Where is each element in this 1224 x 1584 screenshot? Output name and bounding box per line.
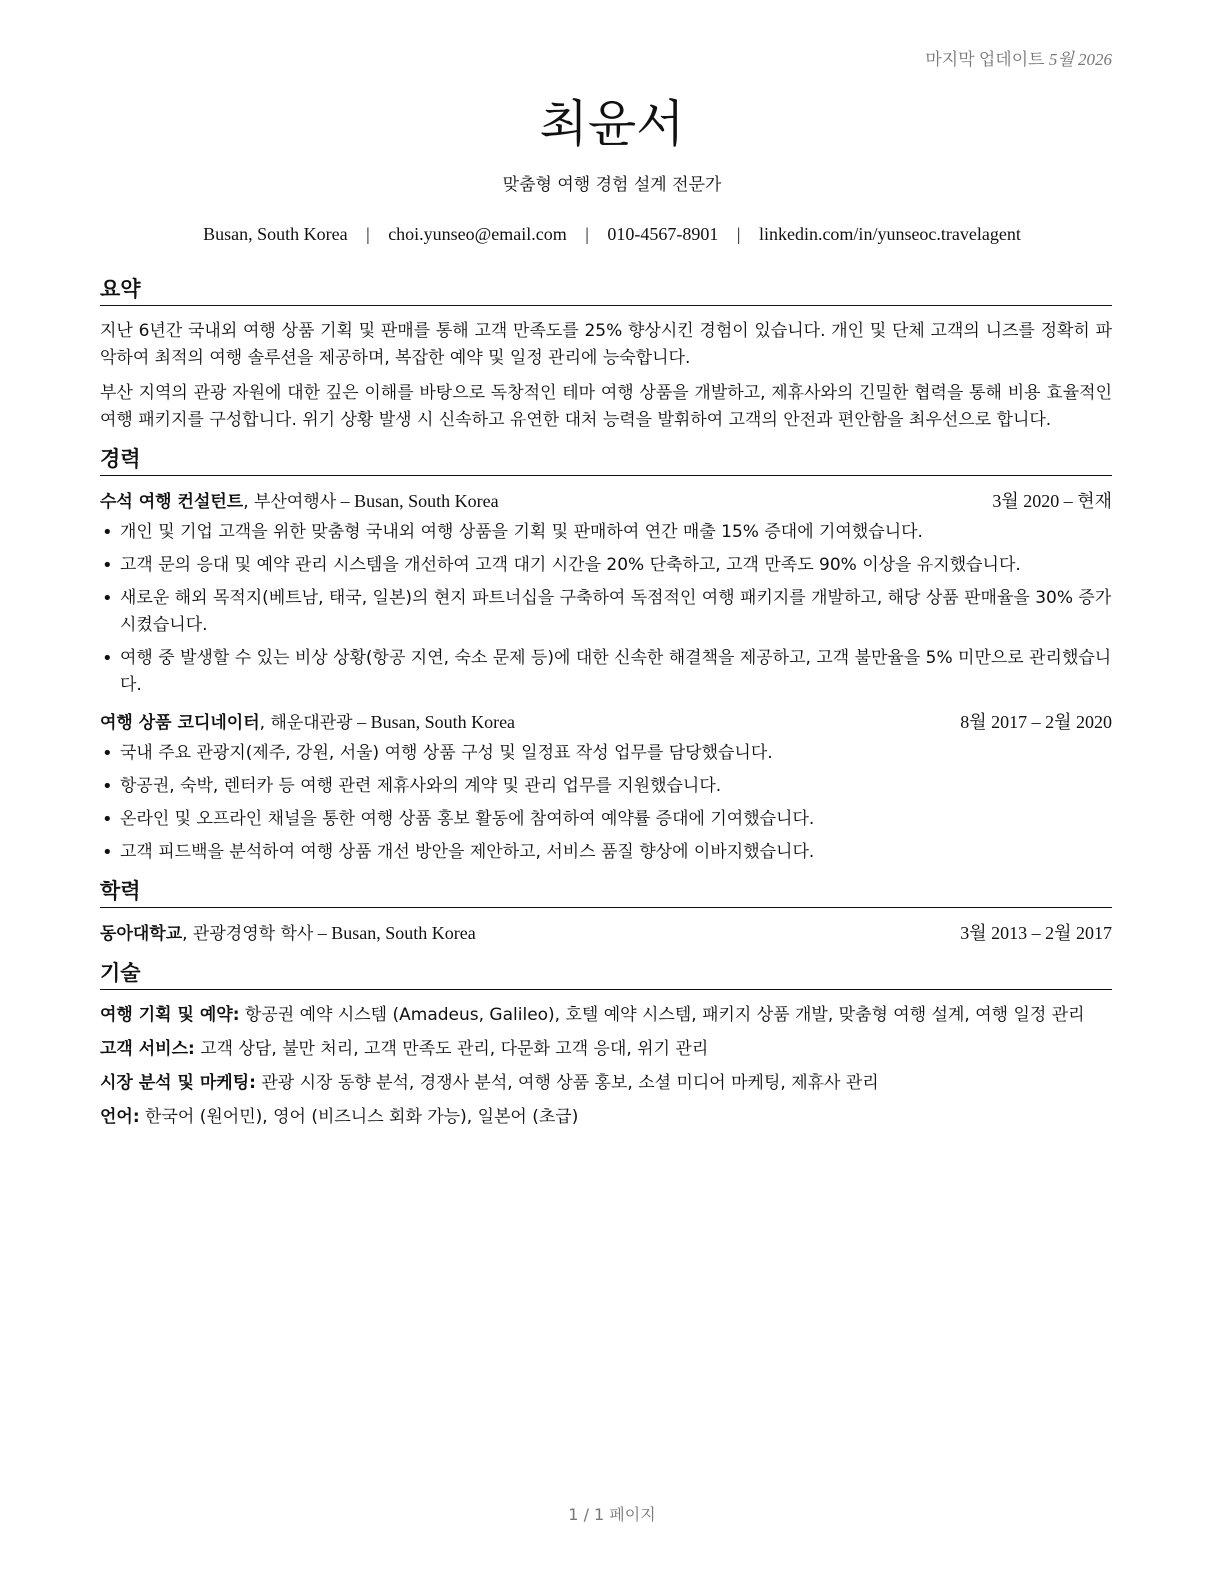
job-company: , 해운대관광 [259, 713, 353, 733]
job-title-line [100, 709, 515, 737]
job-bullet: • 고객 문의 응대 및 예약 관리 시스템을 개선하여 고객 대기 시간을 20% 단축하고, 고객 만족도 90% 이상을 유지했습니다. [100, 552, 1112, 579]
contact-email[interactable]: choi.yunseo@email.com [388, 224, 567, 244]
job-entry [100, 709, 1112, 866]
section-title-skills: 기술 [100, 958, 1112, 990]
job-location: – Busan, South Korea [352, 712, 516, 732]
job-bullet: • 고객 피드백을 분석하여 여행 상품 개선 방안을 제안하고, 서비스 품질 향상에 이바지했습니다. [100, 839, 1112, 866]
contact-separator: | [585, 224, 589, 244]
job-bullet: • 새로운 해외 목적지(베트남, 태국, 일본)의 현지 파트너십을 구축하여 독점적인 여행 패키지를 개발하고, 해당 상품 판매율을 30% 증가시켰습니다. [100, 585, 1112, 639]
resume-body [100, 274, 1112, 1141]
job-bullet: • 항공권, 숙박, 렌터카 등 여행 관련 제휴사와의 계약 및 관리 업무를 지원했습니다. [100, 773, 1112, 800]
contact-linkedin[interactable]: linkedin.com/in/yunseoc.travelagent [758, 224, 1021, 244]
contact-phone: 010-4567-8901 [607, 224, 719, 244]
contact-line [0, 224, 1224, 245]
education-section [100, 876, 1112, 948]
skill-label: 시장 분석 및 마케팅: [100, 1073, 256, 1093]
section-title-experience: 경력 [100, 444, 1112, 476]
candidate-name: 최윤서 [539, 95, 685, 153]
skills-section [100, 958, 1112, 1131]
skill-value: 한국어 (원어민), 영어 (비즈니스 회화 가능), 일본어 (초급) [139, 1107, 579, 1127]
summary-section [100, 274, 1112, 434]
section-title-summary: 요약 [100, 274, 1112, 306]
job-bullets [100, 740, 1112, 866]
education-school: 동아대학교 [100, 924, 183, 944]
job-dates: 3월 2020 – 현재 [992, 491, 1112, 511]
page-indicator: 1 / 1 페이지 [568, 1505, 656, 1524]
job-role: 여행 상품 코디네이터 [100, 713, 260, 733]
skill-label: 여행 기획 및 예약: [100, 1005, 240, 1025]
skill-row [100, 1036, 1112, 1063]
education-entry [100, 920, 1112, 948]
last-updated [925, 45, 1112, 70]
job-location: – Busan, South Korea [336, 491, 499, 511]
job-header [100, 709, 1112, 737]
job-bullet: • 개인 및 기업 고객을 위한 맞춤형 국내외 여행 상품을 기획 및 판매하여 연간 매출 15% 증대에 기여했습니다. [100, 519, 1112, 546]
skill-value: 고객 상담, 불만 처리, 고객 만족도 관리, 다문화 고객 응대, 위기 관리 [194, 1039, 709, 1059]
job-bullets [100, 519, 1112, 699]
contact-separator: | [736, 224, 741, 244]
last-updated-prefix: 마지막 업데이트 [925, 50, 1045, 69]
skill-label: 고객 서비스: [100, 1039, 195, 1059]
job-header [100, 488, 1112, 516]
summary-paragraph: 부산 지역의 관광 자원에 대한 깊은 이해를 바탕으로 독창적인 테마 여행 상품을 개발하고, 제휴사와의 긴밀한 협력을 통해 비용 효율적인 여행 패키지를 구성합니다. 위기 상황 발생 시 신속하고 유연한 대처 능력을 발휘하여 고객의 안전과 편안함을 최우선으로 합니다. [100, 383, 1112, 430]
last-updated-year: 2026 [1078, 50, 1112, 69]
education-location: – Busan, South Korea [313, 923, 476, 943]
skill-row [100, 1070, 1112, 1097]
section-title-education: 학력 [100, 876, 1112, 908]
last-updated-month: 5월 [1048, 50, 1074, 69]
skill-value: 관광 시장 동향 분석, 경쟁사 분석, 여행 상품 홍보, 소셜 미디어 마케팅, 제휴사 관리 [255, 1073, 879, 1093]
job-bullet: • 온라인 및 오프라인 채널을 통한 여행 상품 홍보 활동에 참여하여 예약률 증대에 기여했습니다. [100, 806, 1112, 833]
job-role: 수석 여행 컨설턴트 [100, 492, 244, 512]
job-entry [100, 488, 1112, 699]
skill-row [100, 1104, 1112, 1131]
skill-row [100, 1002, 1112, 1029]
job-company: , 부산여행사 [243, 492, 337, 512]
education-degree: , 관광경영학 학사 [182, 924, 314, 944]
job-bullet: • 국내 주요 관광지(제주, 강원, 서울) 여행 상품 구성 및 일정표 작성 업무를 담당했습니다. [100, 740, 1112, 767]
education-dates: 3월 2013 – 2월 2017 [960, 923, 1112, 943]
job-dates: 8월 2017 – 2월 2020 [960, 712, 1112, 732]
contact-separator: | [366, 224, 370, 244]
skill-label: 언어: [100, 1107, 140, 1127]
candidate-headline: 맞춤형 여행 경험 설계 전문가 [502, 175, 722, 195]
contact-location: Busan, South Korea [203, 224, 348, 244]
job-title-line [100, 488, 499, 516]
summary-paragraph: 지난 6년간 국내외 여행 상품 기획 및 판매를 통해 고객 만족도를 25% 향상시킨 경험이 있습니다. 개인 및 단체 고객의 니즈를 정확히 파악하여 최적의 여행 솔루션을 제공하며, 복잡한 예약 및 일정 관리에 능숙합니다. [100, 321, 1112, 368]
skill-value: 항공권 예약 시스템 (Amadeus, Galileo), 호텔 예약 시스템, 패키지 상품 개발, 맞춤형 여행 설계, 여행 일정 관리 [239, 1005, 1085, 1025]
experience-section [100, 444, 1112, 866]
education-title-line [100, 920, 476, 948]
job-bullet: • 여행 중 발생할 수 있는 비상 상황(항공 지연, 숙소 문제 등)에 대한 신속한 해결책을 제공하고, 고객 불만율을 5% 미만으로 관리했습니다. [100, 645, 1112, 699]
